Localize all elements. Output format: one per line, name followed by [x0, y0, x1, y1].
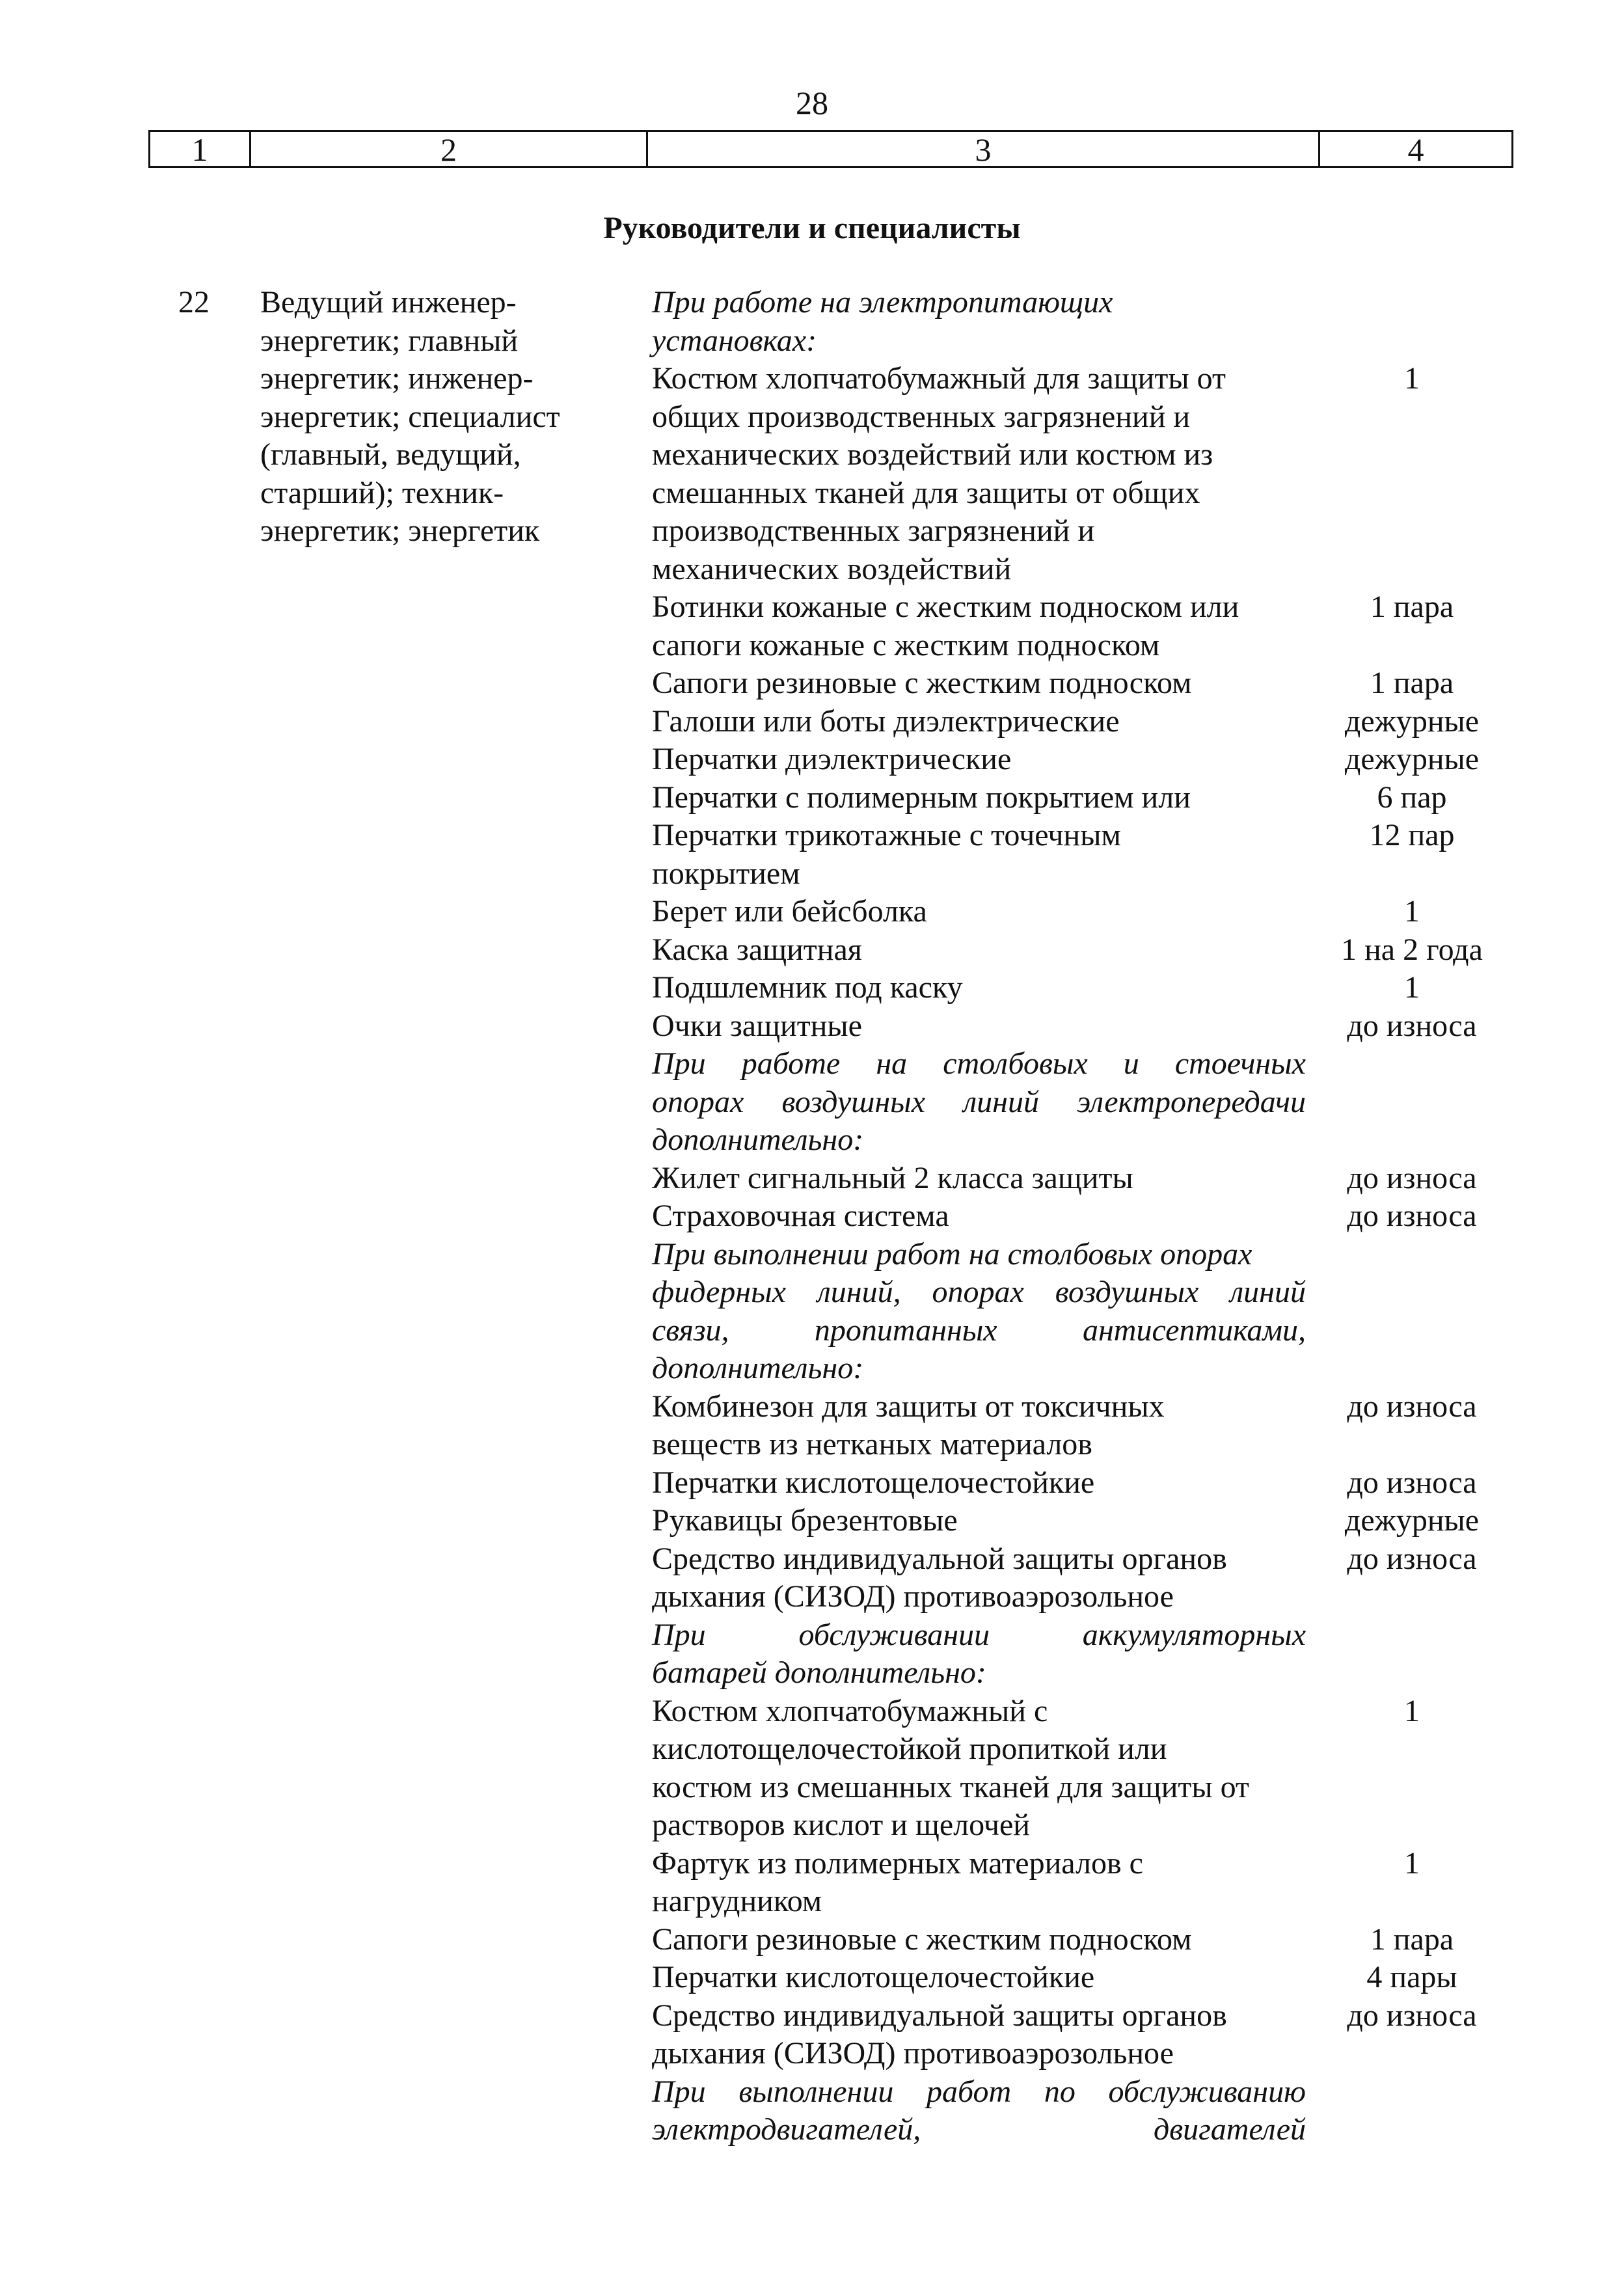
norm-value: 1 пара	[1370, 1922, 1454, 1957]
condition-line: батарей дополнительно:	[652, 1655, 986, 1690]
profession-line: Ведущий инженер-	[260, 285, 517, 319]
norm-value: до износа	[1347, 1389, 1477, 1424]
norm-value: 1	[1404, 1845, 1420, 1881]
item-line: Средство индивидуальной защиты органов	[652, 1998, 1227, 2033]
norm-value	[1308, 474, 1516, 513]
profession-line: старший); техник-	[260, 475, 504, 510]
profession-line: энергетик; специалист	[260, 399, 560, 434]
item-line: Берет или бейсболка	[652, 894, 927, 929]
condition-line: опорах воздушных линий электропередачи	[652, 1084, 1306, 1119]
item-line: Страховочная система	[652, 1199, 949, 1233]
item-line: Жилет сигнальный 2 класса защиты	[652, 1160, 1133, 1195]
norm-value: 6 пар	[1377, 780, 1447, 815]
norm-value: до износа	[1347, 1998, 1477, 2033]
item-line: Очки защитные	[652, 1008, 862, 1043]
header-col-3: 3	[646, 132, 1318, 166]
item-line: Галоши или боты диэлектрические	[652, 703, 1120, 739]
norm-value	[1308, 1312, 1516, 1350]
item-line: кислотощелочестойкой пропиткой или	[652, 1732, 1167, 1766]
item-line: дыхания (СИЗОД) противоаэрозольное	[652, 1579, 1174, 1614]
item-line: смешанных тканей для защиты от общих	[652, 475, 1200, 510]
item-line: веществ из нетканых материалов	[652, 1427, 1092, 1461]
norm-value	[1308, 1083, 1516, 1122]
condition-line: связи, пропитанных антисептиками,	[652, 1312, 1306, 1348]
norm-value: 1	[1404, 970, 1420, 1005]
norm-value	[1308, 550, 1516, 589]
item-line: Каска защитная	[652, 932, 862, 967]
norm-value	[1308, 1273, 1516, 1312]
table-header	[148, 130, 1513, 168]
item-line: механических воздействий	[652, 551, 1012, 586]
norm-value	[1308, 1654, 1516, 1692]
header-col-4: 4	[1318, 132, 1511, 166]
item-line: покрытием	[652, 856, 800, 891]
norm-value: 1	[1404, 894, 1420, 929]
item-line: Средство индивидуальной защиты органов	[652, 1541, 1227, 1576]
item-line: растворов кислот и щелочей	[652, 1808, 1030, 1842]
page-number: 28	[796, 85, 828, 121]
item-line: нагрудником	[652, 1884, 822, 1918]
norm-value	[1308, 2035, 1516, 2073]
item-line: Костюм хлопчатобумажный с	[652, 1693, 1048, 1728]
norm-value	[1308, 855, 1516, 893]
norm-value	[1308, 1616, 1516, 1655]
norm-value: дежурные	[1344, 1503, 1480, 1538]
profession-line: энергетик; энергетик	[260, 513, 540, 548]
profession-cell	[260, 284, 605, 550]
norm-value	[1308, 2111, 1516, 2149]
norm-value: до износа	[1347, 1160, 1477, 1195]
profession-line: энергетик; главный	[260, 323, 519, 358]
norm-value	[1308, 627, 1516, 665]
item-line: производственных загрязнений и	[652, 513, 1095, 548]
norm-value: 1	[1404, 361, 1420, 396]
item-line: общих производственных загрязнений и	[652, 399, 1191, 434]
norm-value	[1308, 1769, 1516, 1807]
item-line: Комбинезон для защиты от токсичных	[652, 1389, 1165, 1424]
norm-value	[1308, 1806, 1516, 1845]
item-line: сапоги кожаные с жестким подноском	[652, 627, 1160, 662]
item-line: Перчатки кислотощелочестойкие	[652, 1465, 1095, 1500]
row-number: 22	[178, 285, 210, 319]
norm-value: 12 пар	[1369, 818, 1455, 852]
norm-value: дежурные	[1344, 703, 1480, 739]
item-line: Перчатки трикотажные с точечным	[652, 818, 1121, 852]
norm-value	[1308, 398, 1516, 437]
profession-line: (главный, ведущий,	[260, 437, 521, 472]
item-line: Перчатки с полимерным покрытием или	[652, 780, 1191, 815]
profession-line: энергетик; инженер-	[260, 361, 534, 396]
norm-value: дежурные	[1344, 742, 1480, 776]
norm-value	[1308, 2073, 1516, 2112]
item-line: Фартук из полимерных материалов с	[652, 1845, 1143, 1881]
norm-value: 1	[1404, 1693, 1420, 1728]
item-line: костюм из смешанных тканей для защиты от	[652, 1769, 1249, 1804]
norm-value	[1308, 436, 1516, 474]
norm-value	[1308, 1578, 1516, 1616]
norm-value	[1308, 1882, 1516, 1921]
norm-value	[1308, 1045, 1516, 1083]
item-line: Ботинки кожаные с жестким подноском или	[652, 590, 1239, 624]
section-title: Руководители и специалисты	[603, 211, 1021, 245]
norm-value	[1308, 1350, 1516, 1388]
item-line: Подшлемник под каску	[652, 970, 963, 1005]
norm-value: 1 пара	[1370, 590, 1454, 624]
condition-line: При выполнении работ по обслуживанию	[652, 2074, 1306, 2109]
item-line: Перчатки диэлектрические	[652, 742, 1012, 776]
item-line: дыхания (СИЗОД) противоаэрозольное	[652, 2036, 1174, 2071]
condition-line: дополнительно:	[652, 1351, 864, 1385]
norm-value	[1308, 512, 1516, 550]
condition-line: При обслуживании аккумуляторных	[652, 1617, 1306, 1652]
norm-value: до износа	[1347, 1008, 1477, 1043]
items-cell	[652, 284, 1306, 2149]
norm-value: 4 пары	[1366, 1960, 1457, 1994]
norm-value: до износа	[1347, 1465, 1477, 1500]
item-line: Рукавицы брезентовые	[652, 1503, 958, 1538]
norm-value: до износа	[1347, 1199, 1477, 1233]
condition-line: фидерных линий, опорах воздушных линий	[652, 1275, 1306, 1309]
condition-line: дополнительно:	[652, 1122, 864, 1157]
header-col-1: 1	[191, 131, 208, 168]
item-line: механических воздействий или костюм из	[652, 437, 1213, 472]
norm-value	[1308, 284, 1516, 322]
norm-value	[1308, 1730, 1516, 1769]
condition-line: При работе на столбовых и стоечных	[652, 1046, 1306, 1081]
norm-value	[1308, 1426, 1516, 1464]
condition-line: электродвигателей, двигателей	[652, 2112, 1306, 2147]
norm-value	[1308, 1236, 1516, 1274]
item-line: Костюм хлопчатобумажный для защиты от	[652, 361, 1226, 396]
condition-line: При выполнении работ на столбовых опорах	[652, 1236, 1252, 1271]
header-col-2: 2	[249, 132, 646, 166]
norm-value	[1308, 322, 1516, 360]
item-line: Перчатки кислотощелочестойкие	[652, 1960, 1095, 1994]
item-line: Сапоги резиновые с жестким подноском	[652, 666, 1192, 700]
norms-cell	[1308, 284, 1516, 2149]
norm-value: 1 на 2 года	[1341, 932, 1483, 967]
norm-value: до износа	[1347, 1541, 1477, 1576]
item-line: Сапоги резиновые с жестким подноском	[652, 1922, 1192, 1957]
norm-value: 1 пара	[1370, 666, 1454, 700]
condition-line: установках:	[652, 323, 817, 358]
norm-value	[1308, 1121, 1516, 1160]
condition-line: При работе на электропитающих	[652, 285, 1113, 319]
